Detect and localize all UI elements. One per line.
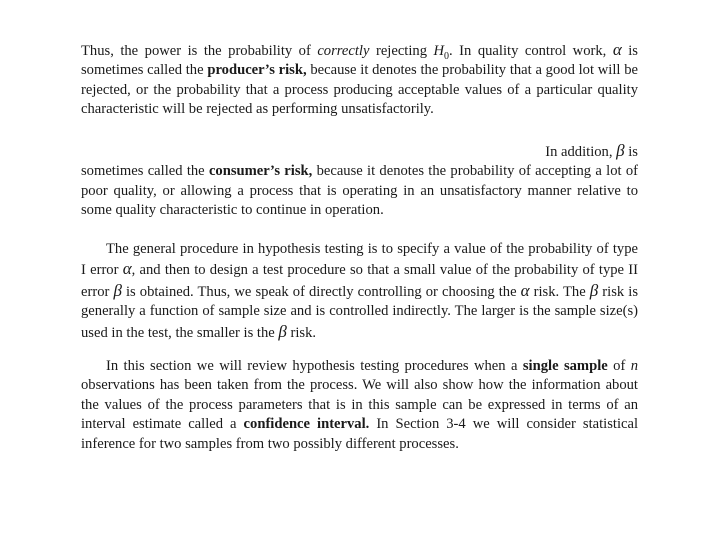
text-run: . In quality control work, (449, 43, 613, 59)
subscript-zero: 0 (444, 50, 450, 62)
symbol-alpha: α (122, 259, 132, 279)
text-run: observations has been taken from the process. We will also show how the information about the values of the process parameters that is in this sample can be expressed in terms of an interval estimate called a (81, 377, 638, 433)
emphasis-correctly: correctly (317, 43, 370, 59)
symbol-beta: β (616, 141, 625, 160)
symbol-n: n (630, 358, 639, 374)
text-run: because it denotes the probability that a good lot will be rejected, or the probability that a process producing acceptable values of a particular quality characteristic will be rejected as performing unsatisfactorily. (81, 62, 638, 118)
text-run: Thus, the power is the probability of (81, 43, 318, 59)
paragraph-lead-line (81, 141, 638, 162)
text-run: In Section 3-4 we will consider statistical inference for two samples from two possibly different processes. (81, 416, 639, 452)
text-run: because it denotes the probability of accepting a lot of poor quality, or allowing a process that is operating in an unsatisfactory manner relative to some quality characteristic to continue in operation. (81, 163, 638, 219)
text-run: In addition, (545, 144, 617, 160)
symbol-h: H (433, 43, 445, 59)
text-run: is sometimes called the (81, 43, 638, 79)
symbol-beta: β (278, 321, 287, 341)
text-run: risk is generally a function of sample size and is controlled indirectly. The larger is the sample size(s) used in the test, the smaller is the (81, 283, 638, 341)
paragraph-power-producers-risk (81, 40, 638, 120)
term-single-sample: single sample (522, 358, 608, 374)
paragraph-single-sample (81, 357, 638, 454)
text-run: The general procedure in hypothesis testing is to specify a value of the probability of type I error (81, 241, 638, 279)
term-confidence-interval: confidence interval. (243, 416, 370, 433)
term-producers-risk: producer’s risk, (207, 62, 307, 79)
text-run: In this section we will review hypothesis testing procedures when a (106, 358, 523, 374)
term-consumers-risk: consumer’s risk, (208, 163, 313, 180)
symbol-beta: β (113, 280, 122, 300)
text-run: risk. The (529, 283, 590, 300)
symbol-alpha: α (612, 40, 622, 59)
paragraph-general-procedure (81, 240, 638, 343)
text-run: of (607, 358, 631, 374)
symbol-alpha: α (520, 280, 530, 300)
text-run: , and then to design a test procedure so that a small value of the probability of type II error (81, 262, 638, 300)
text-run: is (624, 144, 638, 160)
symbol-beta: β (589, 280, 599, 300)
text-run: rejecting (369, 43, 434, 59)
paragraph-consumers-risk (81, 141, 638, 221)
text-run: risk. (286, 324, 317, 341)
text-run: is obtained. Thus, we speak of directly controlling or choosing the (121, 283, 521, 300)
text-run: sometimes called the (81, 163, 209, 180)
